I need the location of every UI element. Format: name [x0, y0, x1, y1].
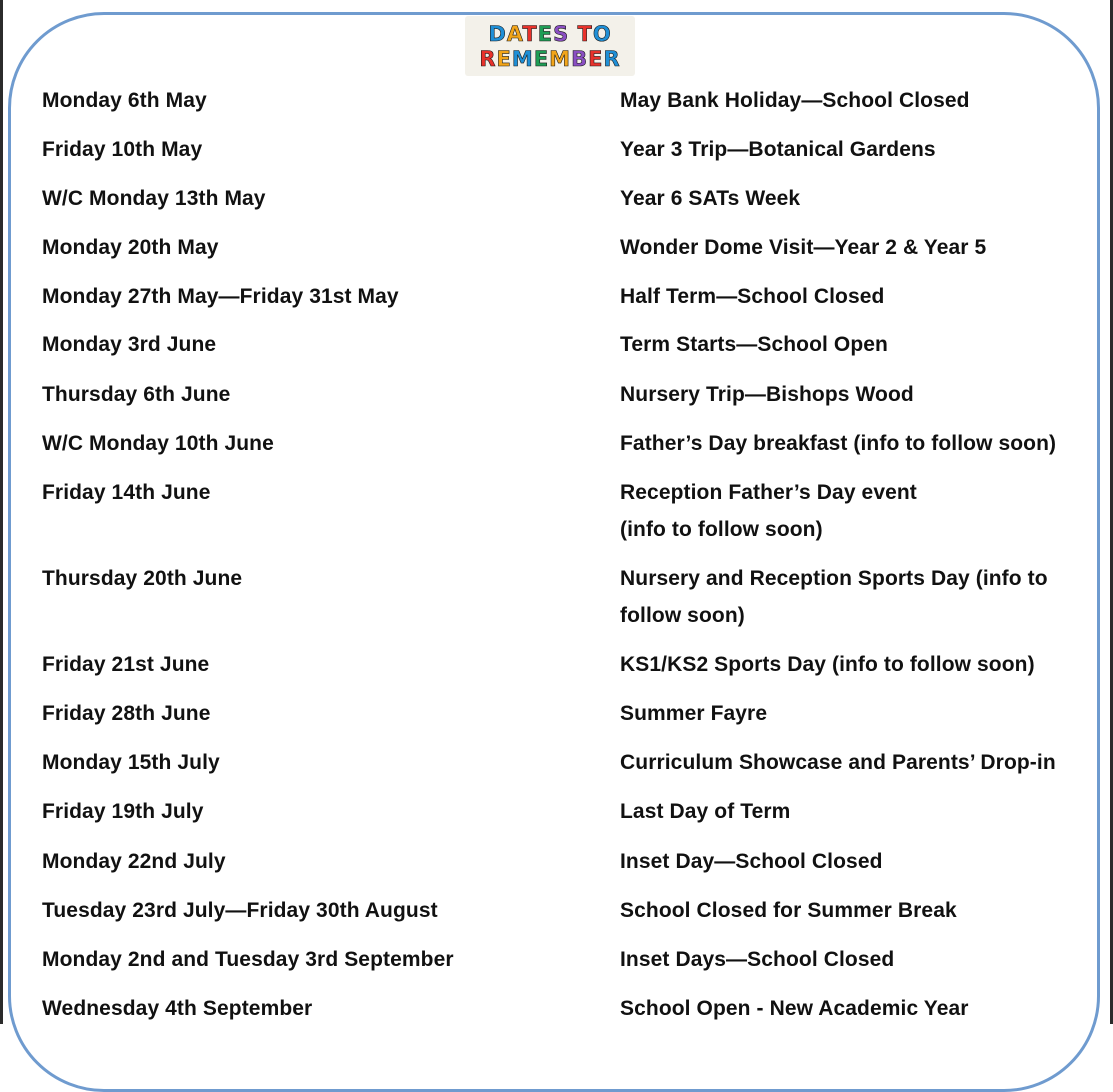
event-text: May Bank Holiday—School Closed — [620, 89, 970, 112]
title-letter: A — [506, 22, 523, 46]
title-line-1 — [465, 22, 635, 46]
event-text: Inset Days—School Closed — [620, 948, 895, 971]
event-text: (info to follow soon) — [620, 518, 823, 541]
date-text: Wednesday 4th September — [42, 997, 313, 1020]
title-letter: M — [511, 47, 534, 71]
rounded-frame — [8, 12, 1100, 1092]
title-letter: B — [571, 47, 589, 71]
event-text: Curriculum Showcase and Parents’ Drop-in — [620, 751, 1056, 774]
event-text: Father’s Day breakfast (info to follow soon) — [620, 432, 1057, 455]
title-letter: E — [588, 47, 604, 71]
date-text: Monday 22nd July — [42, 850, 226, 873]
date-text: Friday 14th June — [42, 481, 211, 504]
title-letter: E — [496, 47, 512, 71]
date-text: W/C Monday 10th June — [42, 432, 274, 455]
title-letter — [569, 22, 577, 46]
date-text: Monday 2nd and Tuesday 3rd September — [42, 948, 454, 971]
date-text: Friday 10th May — [42, 138, 203, 161]
event-text: School Open - New Academic Year — [620, 997, 969, 1020]
date-text: Monday 3rd June — [42, 333, 217, 356]
date-text: Monday 15th July — [42, 751, 220, 774]
event-text: Reception Father’s Day event — [620, 481, 917, 504]
event-text: KS1/KS2 Sports Day (info to follow soon) — [620, 653, 1035, 676]
event-text: Half Term—School Closed — [620, 285, 885, 308]
event-text: Nursery Trip—Bishops Wood — [620, 383, 914, 406]
date-text: Friday 19th July — [42, 800, 204, 823]
title-letter: T — [577, 22, 593, 46]
title-banner — [465, 16, 635, 76]
event-text: School Closed for Summer Break — [620, 899, 957, 922]
title-letter: D — [488, 22, 507, 46]
event-text: Last Day of Term — [620, 800, 791, 823]
date-text: Thursday 6th June — [42, 383, 231, 406]
date-text: W/C Monday 13th May — [42, 187, 266, 210]
event-text: Inset Day—School Closed — [620, 850, 883, 873]
title-letter: E — [537, 22, 554, 46]
title-letter: E — [533, 47, 550, 71]
title-letter: T — [522, 22, 538, 46]
title-letter: R — [603, 47, 621, 71]
title-letter: M — [549, 47, 572, 71]
date-text: Monday 20th May — [42, 236, 219, 259]
date-text: Monday 27th May—Friday 31st May — [42, 285, 399, 308]
date-text: Friday 21st June — [42, 653, 210, 676]
event-text: Year 3 Trip—Botanical Gardens — [620, 138, 936, 161]
event-text: Term Starts—School Open — [620, 333, 888, 356]
title-line-2 — [465, 47, 635, 71]
title-letter: R — [479, 47, 497, 71]
event-text: Year 6 SATs Week — [620, 187, 801, 210]
event-text: follow soon) — [620, 604, 745, 627]
date-text: Friday 28th June — [42, 702, 211, 725]
title-letter: O — [592, 22, 612, 46]
date-text: Monday 6th May — [42, 89, 207, 112]
page-edge-left — [0, 0, 3, 1024]
event-text: Nursery and Reception Sports Day (info to — [620, 567, 1048, 590]
event-text: Wonder Dome Visit—Year 2 & Year 5 — [620, 236, 987, 259]
title-letter: S — [553, 22, 570, 46]
event-text: Summer Fayre — [620, 702, 768, 725]
date-text: Tuesday 23rd July—Friday 30th August — [42, 899, 438, 922]
date-text: Thursday 20th June — [42, 567, 243, 590]
